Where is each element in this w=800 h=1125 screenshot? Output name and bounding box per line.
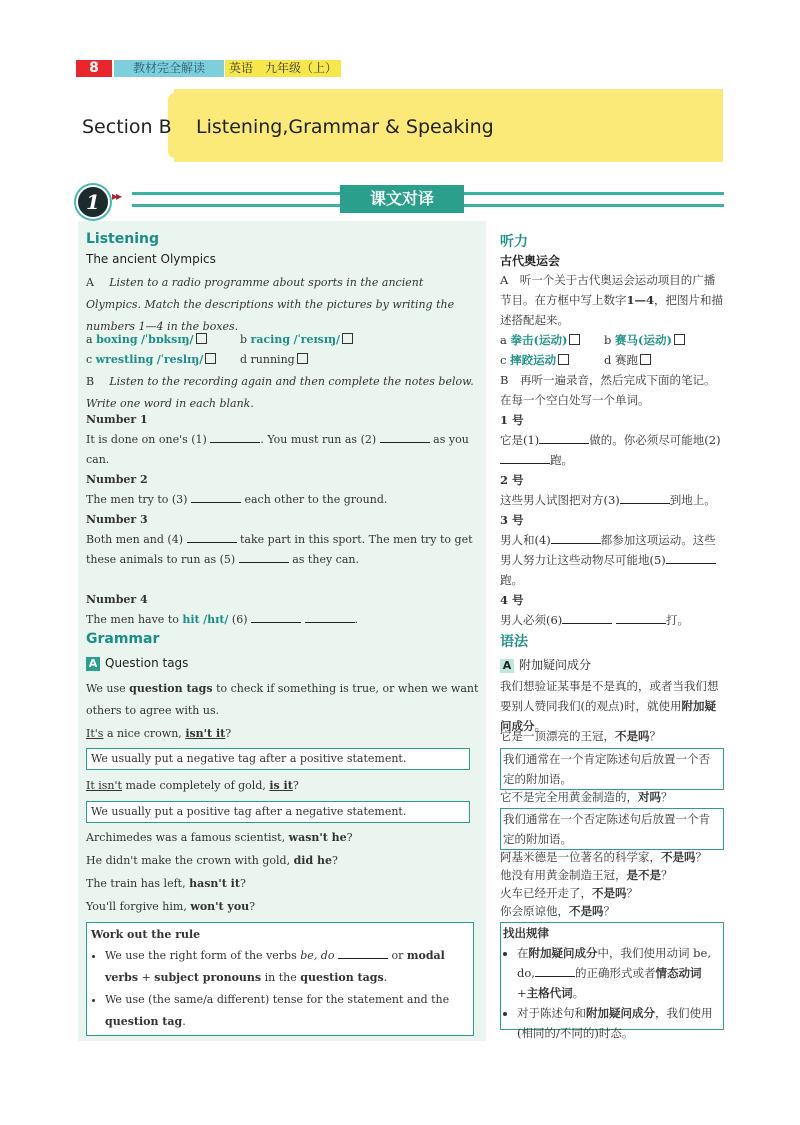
text: or — [391, 949, 404, 962]
option-word: racing — [250, 333, 291, 346]
blank-4[interactable] — [187, 530, 237, 543]
blank-3-cn[interactable] — [620, 491, 670, 504]
part-a-instruction — [86, 271, 480, 337]
question-tags-heading — [86, 656, 188, 671]
example-1 — [86, 724, 231, 744]
question-tags-title-cn: 附加疑问成分 — [519, 658, 592, 672]
term: 附加疑问成分 — [500, 699, 716, 733]
text: 火车已经开走了， — [500, 886, 592, 900]
part-b-instruction — [86, 370, 480, 414]
text: 做的。你必须尽可能地(2) — [589, 433, 721, 447]
text: be, do — [300, 949, 335, 962]
section-label: Section B — [82, 116, 172, 138]
option-word: 赛跑 — [615, 353, 639, 367]
number-3-text — [86, 530, 480, 570]
find-rule-box-cn — [500, 922, 724, 1040]
subject-tag: 英语 九年级（上） — [225, 60, 341, 77]
text: 。 — [572, 986, 585, 1000]
text: 它是(1) — [500, 433, 540, 447]
number-2-label: Number 2 — [86, 473, 148, 486]
question-tags-heading-cn — [500, 656, 591, 673]
text: ? — [346, 831, 353, 844]
option-a-cn — [500, 330, 580, 350]
part-b-instruction-cn: B 再听一遍录音，然后完成下面的笔记。在每一个空白处写一个单词。 — [500, 373, 716, 407]
double-arrow-icon: ▸▸ — [112, 189, 121, 203]
section-title: Listening,Grammar & Speaking — [196, 116, 494, 138]
option-letter: d — [604, 353, 612, 367]
number-4-text — [86, 610, 480, 630]
example-sentence-cn — [500, 848, 707, 866]
text: We use (the same/a different) tense for the statement and the — [105, 993, 450, 1006]
text: ? — [249, 900, 256, 913]
number-4-label-cn: 4 号 — [500, 593, 524, 607]
text: to check if something is true, or when we want others to agree with us. — [86, 682, 479, 717]
part-a-label: A — [86, 276, 94, 289]
tag: 不是吗 — [592, 886, 627, 900]
example-sentence — [86, 851, 338, 871]
part-a-instruction-cn — [500, 270, 724, 330]
text: as they can. — [292, 553, 359, 566]
term: question tags — [129, 682, 213, 695]
answer-box[interactable] — [558, 354, 569, 365]
page-number: 8 — [76, 60, 112, 77]
text: ？ — [661, 790, 673, 804]
section-number-badge: 1 — [76, 185, 110, 219]
text: 它不是完全用黄金制造的， — [500, 790, 638, 804]
term: 情态动词 — [655, 966, 702, 980]
text: ？ — [603, 904, 615, 918]
number-4-label: Number 4 — [86, 593, 148, 606]
number-3-text-cn — [500, 530, 724, 590]
blank-1-cn[interactable] — [539, 431, 589, 444]
option-c — [86, 350, 216, 370]
text: ? — [239, 877, 246, 890]
example-sentence-cn — [500, 902, 615, 920]
text: in the — [264, 971, 297, 984]
number-1-text — [86, 430, 480, 470]
text: . — [354, 613, 359, 626]
header-rule — [132, 204, 342, 207]
text: + — [517, 986, 527, 1000]
option-letter: c — [86, 353, 93, 366]
text: 你会原谅他， — [500, 904, 569, 918]
ancient-olympics-title-cn: 古代奥运会 — [500, 254, 561, 268]
text: 中，我们使用动词 be, do, — [517, 946, 711, 980]
term: modal verbs — [105, 949, 445, 984]
option-a — [86, 330, 207, 350]
option-d-cn — [604, 350, 651, 370]
blank-2-cn[interactable] — [500, 451, 550, 464]
tag: won't you — [190, 900, 250, 913]
example-1-cn — [500, 726, 661, 746]
text: Archimedes was a famous scientist, — [86, 831, 286, 844]
rule-item-2-cn — [517, 1003, 721, 1043]
blank-3[interactable] — [191, 490, 241, 503]
option-ipa: /ˈreslɪŋ/ — [156, 353, 204, 366]
option-b-cn — [604, 330, 685, 350]
number-2-text-cn — [500, 490, 728, 510]
vocab-ipa: /hɪt/ — [203, 613, 229, 626]
number-1-label-cn: 1 号 — [500, 413, 524, 427]
tag: 不是吗 — [661, 850, 696, 864]
answer-box[interactable] — [342, 333, 353, 344]
term: subject pronouns — [154, 971, 262, 984]
text: 我们想验证某事是不是真的，或者当我们想要别人赞同我们(的观点)时，就使用 — [500, 679, 719, 713]
text: + — [141, 971, 151, 984]
tag: did he — [293, 854, 332, 867]
text: ？ — [695, 850, 707, 864]
rule-blank-cn[interactable] — [535, 964, 575, 977]
text: . — [182, 1015, 186, 1028]
text: We use the right form of the verbs — [105, 949, 297, 962]
rule-item-1-cn — [517, 943, 721, 1003]
text: 在 — [517, 946, 529, 960]
option-ipa: /ˈbɒksɪŋ/ — [141, 333, 194, 346]
text: ？ — [626, 886, 638, 900]
option-letter: a — [500, 333, 507, 347]
text: 他没有用黄金制造王冠， — [500, 868, 627, 882]
text: You'll forgive him, — [86, 900, 187, 913]
part-b-text: Listen to the recording again and then complete the notes below. Write one word in each blank. — [86, 375, 474, 410]
example-sentence — [86, 828, 353, 848]
text: . — [383, 971, 388, 984]
example-sentence — [86, 874, 246, 894]
example-sentence-cn — [500, 884, 638, 902]
answer-box[interactable] — [196, 333, 207, 344]
term: 附加疑问成分 — [528, 946, 598, 960]
text: ? — [292, 779, 299, 792]
text: A 听一个关于古代奥运会运动项目的广播节目。在方框中写上数字 — [500, 273, 716, 307]
text: ? — [225, 727, 232, 740]
text: as you can. — [86, 433, 469, 466]
option-word: wrestling — [95, 353, 154, 366]
tag: wasn't he — [288, 831, 347, 844]
tag: hasn't it — [189, 877, 240, 890]
option-c-cn — [500, 350, 569, 370]
number-4-text-cn — [500, 610, 724, 630]
tag: 不是吗 — [615, 729, 650, 743]
rule-box-title: Work out the rule — [91, 928, 201, 941]
text: The men have to — [86, 613, 179, 626]
text: 这些男人试图把对方(3) — [500, 493, 620, 507]
option-letter: a — [86, 333, 93, 346]
example-2-cn — [500, 787, 673, 807]
option-ipa: /ˈreɪsɪŋ/ — [293, 333, 341, 346]
blank-4-cn[interactable] — [551, 531, 601, 544]
text: 对于陈述句和 — [517, 1006, 586, 1020]
text: Both men and (4) — [86, 533, 183, 546]
option-word: running — [250, 353, 295, 366]
question-tags-intro — [86, 678, 480, 722]
tag: 不是吗 — [569, 904, 604, 918]
blank-6a-cn[interactable] — [562, 611, 612, 624]
option-word: 拳击(运动) — [510, 333, 568, 347]
text: 阿基米德是一位著名的科学家， — [500, 850, 661, 864]
blank-6b[interactable] — [305, 610, 355, 623]
header-rule — [462, 204, 724, 207]
answer-box[interactable] — [297, 353, 308, 364]
example-sentence-cn — [500, 866, 673, 884]
header-rule — [462, 192, 724, 195]
rule-box-2: We usually put a positive tag after a negative statement. — [86, 801, 470, 823]
number-1-label: Number 1 — [86, 413, 148, 426]
tag: is it — [269, 779, 293, 792]
grammar-heading-cn: 语法 — [500, 634, 528, 650]
text: take part in this sport. The men try to get these animals to run as (5) — [86, 533, 473, 566]
rule-blank[interactable] — [338, 946, 388, 959]
option-word: 赛马(运动) — [615, 333, 672, 347]
option-letter: c — [500, 353, 507, 367]
answer-box[interactable] — [569, 334, 580, 345]
blank-5-cn[interactable] — [666, 551, 716, 564]
number-2-label-cn: 2 号 — [500, 473, 524, 487]
rule-box-2-cn: 我们通常在一个否定陈述句后放置一个肯定的附加语。 — [500, 808, 724, 850]
rule-box-title-cn: 找出规律 — [503, 926, 549, 940]
option-d — [240, 350, 308, 370]
text: 跑。 — [550, 453, 573, 467]
term: question tags — [300, 971, 384, 984]
text: 到地上。 — [669, 493, 716, 507]
text: The train has left, — [86, 877, 186, 890]
grammar-heading: Grammar — [86, 631, 160, 647]
question-tags-title: Question tags — [105, 656, 189, 670]
option-letter: d — [240, 353, 248, 366]
example-sentence — [86, 897, 255, 917]
text: The men try to (3) — [86, 493, 188, 506]
text: ？ — [649, 729, 661, 743]
option-letter: b — [240, 333, 248, 346]
text: 1—4 — [626, 293, 655, 307]
number-2-text — [86, 490, 480, 510]
text: (6) — [231, 613, 248, 626]
text: It is done on one's (1) — [86, 433, 207, 446]
option-letter: b — [604, 333, 612, 347]
text: ? — [331, 854, 338, 867]
number-3-label-cn: 3 号 — [500, 513, 524, 527]
text: 男人必须(6) — [500, 613, 563, 627]
blank-6b-cn[interactable] — [616, 611, 666, 624]
tag: 是不是 — [626, 868, 661, 882]
option-word: 摔跤运动 — [510, 353, 557, 367]
text: It's — [86, 727, 104, 740]
example-2 — [86, 776, 299, 796]
tag: isn't it — [185, 727, 226, 740]
text: 。 — [534, 719, 546, 733]
text: We use — [86, 682, 126, 695]
text: It isn't — [86, 779, 122, 792]
part-a-text: Listen to a radio programme about sports in the ancient Olympics. Match the descriptions with the pictures by writing the numbers 1—4 in the boxes. — [86, 276, 455, 333]
ancient-olympics-title: The ancient Olympics — [86, 252, 216, 266]
translation-title: 课文对译 — [340, 185, 464, 213]
text: 的正确形式或者 — [574, 966, 656, 980]
rule-item-1 — [105, 945, 469, 989]
series-tag: 教材完全解读 — [114, 60, 224, 77]
text: 男人和(4) — [500, 533, 551, 547]
rule-box-1: We usually put a negative tag after a positive statement. — [86, 748, 470, 770]
term: 附加疑问成分 — [586, 1006, 655, 1020]
listening-heading-cn: 听力 — [500, 234, 528, 250]
text: ，把图片和描述搭配起来。 — [500, 293, 724, 327]
section-a-badge: A — [86, 657, 100, 671]
text: 跑。 — [500, 573, 523, 587]
work-out-rule-box — [86, 922, 474, 1036]
text: He didn't make the crown with gold, — [86, 854, 291, 867]
rule-box-1-cn: 我们通常在一个肯定陈述句后放置一个否定的附加语。 — [500, 748, 724, 790]
term: 主格代词 — [526, 986, 573, 1000]
section-a-badge: A — [500, 659, 514, 673]
rule-item-2 — [105, 989, 469, 1033]
text: made completely of gold, — [125, 779, 266, 792]
text: each other to the ground. — [244, 493, 388, 506]
number-3-label: Number 3 — [86, 513, 148, 526]
text: 都参加这项运动。这些男人努力让这些动物尽可能地(5) — [500, 533, 716, 567]
tag: 对吗 — [638, 790, 661, 804]
part-b-label: B — [86, 375, 95, 388]
number-1-text-cn — [500, 430, 724, 470]
blank-5[interactable] — [239, 550, 289, 563]
text: 它是一顶漂亮的王冠， — [500, 729, 615, 743]
vocab-word: hit — [182, 613, 200, 626]
text: . You must run as (2) — [260, 433, 377, 446]
header-rule — [132, 192, 342, 195]
blank-2[interactable] — [380, 430, 430, 443]
text: 打。 — [665, 613, 689, 627]
text: ？ — [661, 868, 673, 882]
text: a nice crown, — [106, 727, 182, 740]
option-word: boxing — [96, 333, 138, 346]
blank-1[interactable] — [210, 430, 260, 443]
answer-box[interactable] — [674, 334, 685, 345]
listening-heading: Listening — [86, 231, 159, 247]
answer-box[interactable] — [205, 353, 216, 364]
blank-6a[interactable] — [251, 610, 301, 623]
term: question tag — [105, 1015, 183, 1028]
text: ，我们使用(相同的/不同的)时态。 — [517, 1006, 713, 1040]
answer-box[interactable] — [640, 354, 651, 365]
option-b — [240, 330, 353, 350]
